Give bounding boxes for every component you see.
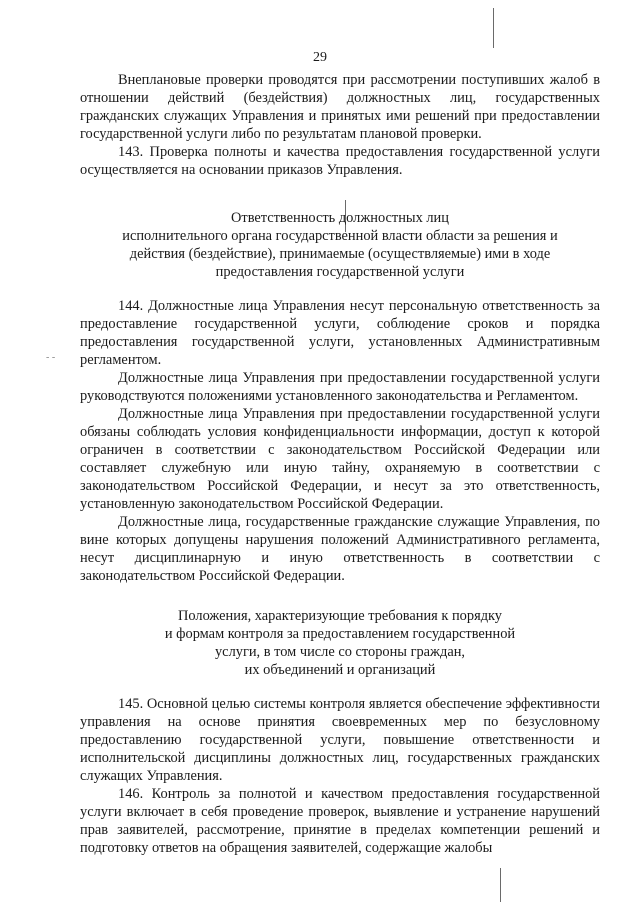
paragraph-144: 144. Должностные лица Управления несут персональную ответственность за предоставление государственной услуги, соблюдение сроков и порядка предоставления государственной услуги, установленных Административным регламентом. <box>80 298 600 368</box>
paragraph-145: 145. Основной целью системы контроля является обеспечение эффективности управления на основе принятия своевременных мер по безусловному предоставлению государственной услуги, повышение ответственности и исполнительской дисциплины должностных лиц, государственных гражданских служащих Управления. <box>80 696 600 784</box>
scan-artifact-dash: - - <box>46 352 56 363</box>
heading-line: услуги, в том числе со стороны граждан, <box>214 644 466 660</box>
paragraph-143: 143. Проверка полноты и качества предоставления государственной услуги осуществляется на основании приказов Управления. <box>80 144 600 178</box>
scan-artifact-line <box>493 8 494 48</box>
paragraph-group-middle <box>80 297 600 585</box>
paragraph-officials-confidentiality: Должностные лица Управления при предоставлении государственной услуги обязаны соблюдать условия конфиденциальности информации, доступ к которой ограничен в соответствии с законодательством Российской Федерации или составляет служебную или иную тайну, охраняемую в соответствии с законодательством Российской Федерации, и несут за это ответственность, установленную законодательством Российской Федерации. <box>80 406 600 512</box>
heading-line: Положения, характеризующие требования к порядку <box>178 608 502 624</box>
paragraph-unscheduled-inspections: Внеплановые проверки проводятся при рассмотрении поступивших жалоб в отношении действий (бездействия) должностных лиц, государственных гражданских служащих Управления и принятых ими решений при предоставлении государственной услуги либо по результатам плановой проверки. <box>80 72 600 142</box>
section-heading-control <box>80 607 600 679</box>
paragraph-officials-guided: Должностные лица Управления при предоставлении государственной услуги руководствуются положениями установленного законодательства и Регламентом. <box>80 370 600 404</box>
scan-artifact-line <box>500 868 501 902</box>
paragraph-group-top <box>80 71 600 179</box>
heading-line: действия (бездействие), принимаемые (осуществляемые) ими в ходе <box>129 246 551 262</box>
heading-line: предоставления государственной услуги <box>215 264 465 280</box>
heading-line: их объединений и организаций <box>244 662 436 678</box>
heading-line: исполнительного органа государственной власти области за решения и <box>122 228 558 244</box>
paragraph-group-bottom <box>80 695 600 857</box>
heading-line: Ответственность должностных лиц <box>231 210 449 226</box>
paragraph-officials-liability: Должностные лица, государственные гражданские служащие Управления, по вине которых допущены нарушения положений Административного регламента, несут дисциплинарную и иную ответственность в соответствии с законодательством Российской Федерации. <box>80 514 600 584</box>
page-number: 29 <box>313 50 327 65</box>
section-heading-responsibility <box>80 209 600 281</box>
paragraph-146: 146. Контроль за полнотой и качеством предоставления государственной услуги включает в себя проведение проверок, выявление и устранение нарушений прав заявителей, рассмотрение, принятие в пределах компетенции решений и подготовку ответов на обращения заявителей, содержащие жалобы <box>80 786 600 856</box>
heading-line: и формам контроля за предоставлением государственной <box>164 626 516 642</box>
